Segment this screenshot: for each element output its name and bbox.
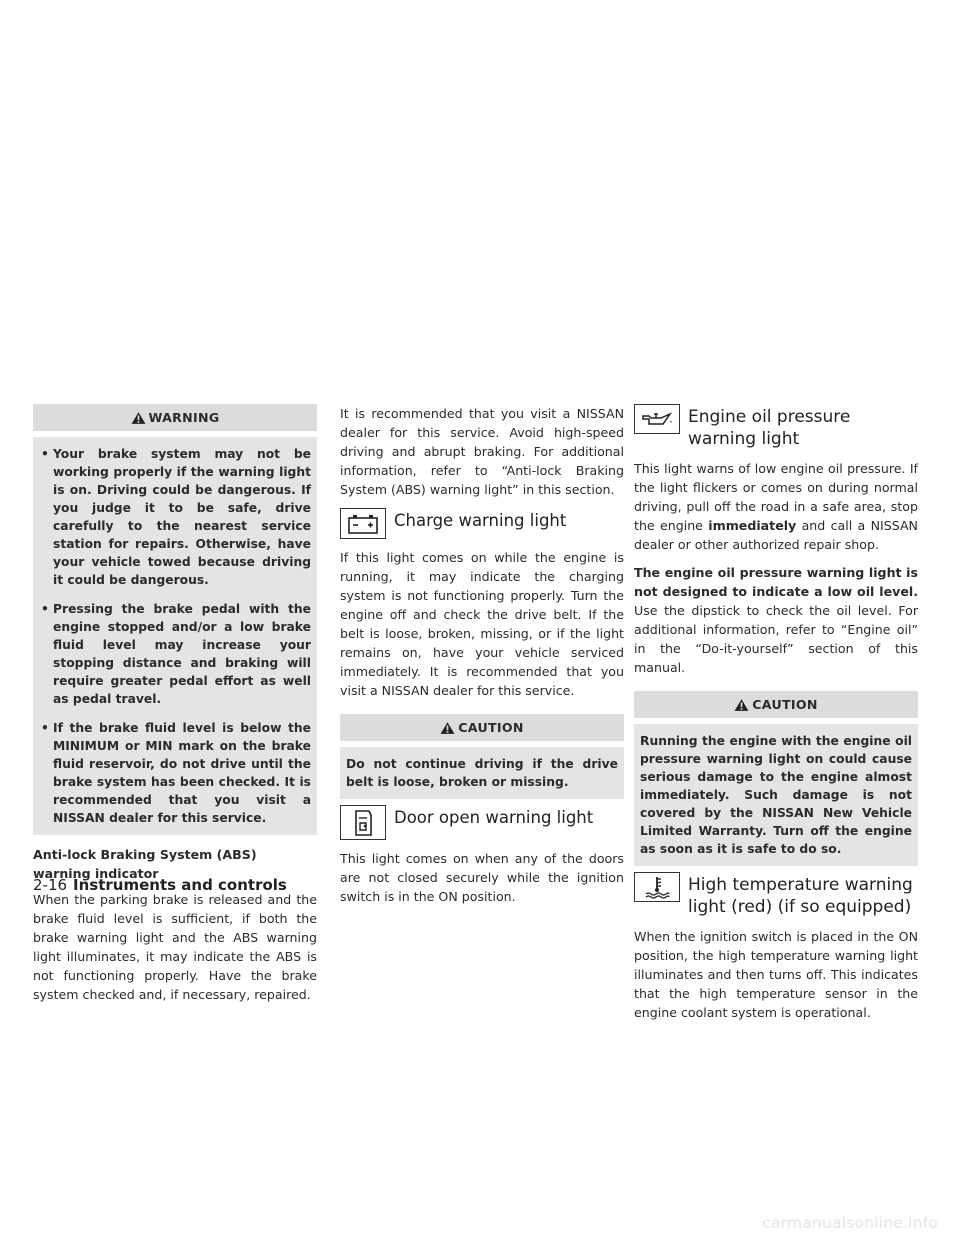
warning-item: • If the brake fluid level is below the MINIMUM or MIN mark on the brake fluid reservoir, do not drive until the brake system has been checked. It is recommended that you visit a NISSAN dealer for this service. — [39, 719, 311, 827]
warning-triangle-icon — [131, 411, 146, 425]
charge-light-heading — [340, 508, 624, 539]
coolant-temperature-icon — [634, 872, 680, 902]
charge-paragraph: If this light comes on while the engine is running, it may indicate the charging system is not functioning properly. Turn the engine off and check the drive belt. If the belt is loose, broken, missing, or if the light remains on, have your vehicle serviced immediately. It is recommended that you visit a NISSAN dealer for this service. — [340, 550, 624, 698]
warning-triangle-icon — [734, 698, 749, 712]
caution-label: CAUTION — [458, 720, 524, 735]
intro-paragraph: It is recommended that you visit a NISSAN dealer for this service. Avoid high-speed driving and abrupt braking. For additional information, refer to “Anti-lock Braking System (ABS) warning light” in this section. — [340, 406, 624, 497]
oil-paragraph-2 — [634, 563, 918, 677]
column-3 — [634, 404, 918, 1031]
charge-light-title: Charge warning light — [394, 511, 567, 530]
warning-item: • Pressing the brake pedal with the engine stopped and/or a low brake fluid level may increase your stopping distance and braking will require greater pedal effort as well as pedal travel. — [39, 600, 311, 708]
warning-box — [33, 437, 317, 835]
oil-light-heading — [634, 404, 918, 450]
caution-label: CAUTION — [752, 697, 818, 712]
oil-text-emphasis: The engine oil pressure warning light is not designed to indicate a low oil level. — [634, 565, 918, 599]
abs-paragraph: When the parking brake is released and the brake fluid level is sufficient, if both the brake warning light and the ABS warning light illuminates, it may indicate the ABS is not functioning properly. Have the brake system checked and, if necessary, repaired. — [33, 892, 317, 1002]
door-paragraph: This light comes on when any of the doors are not closed securely while the ignition switch is in the ON position. — [340, 851, 624, 904]
door-light-title: Door open warning light — [394, 808, 594, 827]
page-footer — [33, 876, 287, 894]
caution-box: Do not continue driving if the drive belt is loose, broken or missing. — [340, 747, 624, 799]
warning-header — [33, 404, 317, 431]
caution-header — [340, 714, 624, 741]
warning-item: • Your brake system may not be working properly if the warning light is on. Driving could be dangerous. If you judge it to be safe, drive carefully to the nearest service station for repairs. Otherwise, have your vehicle towed because driving it could be dangerous. — [39, 445, 311, 589]
section-title: Instruments and controls — [73, 876, 287, 894]
oil-text-part: and call a NISSAN dealer or other authorized repair shop. — [634, 518, 918, 552]
page-number: 2-16 — [33, 876, 68, 894]
door-open-icon — [340, 805, 386, 840]
oil-text-emphasis: immediately — [708, 518, 797, 533]
temp-light-heading — [634, 872, 918, 918]
battery-icon — [340, 508, 386, 539]
column-1 — [33, 404, 317, 1013]
oil-paragraph-1 — [634, 459, 918, 554]
abs-heading: Anti-lock Braking System (ABS) warning indicator — [33, 847, 257, 881]
temp-light-title: High temperature warning light (red) (if so equipped) — [688, 875, 913, 917]
warning-triangle-icon — [440, 721, 455, 735]
warning-label: WARNING — [148, 410, 220, 425]
oil-can-icon — [634, 404, 680, 434]
caution-header — [634, 691, 918, 718]
oil-text-part: This light warns of low engine oil pressure. If the light flickers or comes on during normal driving, pull off the road in a safe area, stop the engine — [634, 461, 918, 533]
column-2 — [340, 404, 624, 915]
watermark: carmanualsonline.info — [762, 1214, 938, 1232]
temp-paragraph: When the ignition switch is placed in the ON position, the high temperature warning light illuminates and then turns off. This indicates that the high temperature sensor in the engine coolant system is operational. — [634, 929, 918, 1020]
caution-box: Running the engine with the engine oil pressure warning light on could cause serious damage to the engine almost immediately. Such damage is not covered by the NISSAN New Vehicle Limited Warranty. Turn off the engine as soon as it is safe to do so. — [634, 724, 918, 866]
door-light-heading — [340, 805, 624, 840]
oil-light-title: Engine oil pressure warning light — [688, 407, 851, 449]
oil-text-part: Use the dipstick to check the oil level. For additional information, refer to “Engine oil” in the “Do-it-yourself” section of this manual. — [634, 603, 918, 675]
